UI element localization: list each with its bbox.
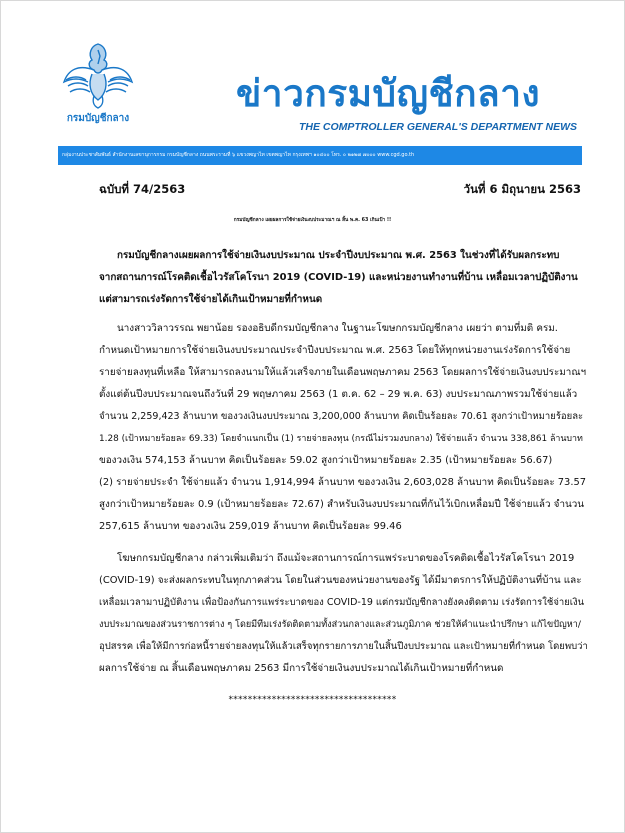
paragraph-line: เหลื่อมเวลามาปฏิบัติงาน เพื่อป้องกันการแพร่ระบาดของ COVID-19 แต่กรมบัญชีกลางยังคงติดตาม เร่งรัดการใช้จ่ายเงิน bbox=[99, 597, 585, 608]
paragraph-line: 257,615 ล้านบาท ของวงเงิน 259,019 ล้านบาท คิดเป็นร้อยละ 99.46 bbox=[99, 521, 402, 532]
garuda-emblem-icon bbox=[58, 34, 138, 124]
logo-text: กรมบัญชีกลาง bbox=[66, 113, 130, 124]
paragraph-line: (COVID-19) จะส่งผลกระทบในทุกภาคส่วน โดยในส่วนของหน่วยงานของรัฐ ได้มีมาตรการให้ปฏิบัติงานที่บ้าน และ bbox=[99, 575, 582, 586]
paragraph-line: จำนวน 2,259,423 ล้านบาท ของวงเงินงบประมาณ 3,200,000 ล้านบาท คิดเป็นร้อยละ 70.61 สูงกว่าเป้าหมายร้อยละ bbox=[99, 411, 584, 422]
paragraph-line: สูงกว่าเป้าหมายร้อยละ 0.9 (เป้าหมายร้อยละ 72.67) สำหรับเงินงบประมาณที่กันไว้เบิกเหลื่อมปี ใช้จ่ายแล้ว จำนวน bbox=[99, 499, 585, 510]
body-paragraph-1 bbox=[99, 318, 591, 538]
paragraph-line: ของวงเงิน 574,153 ล้านบาท คิดเป็นร้อยละ 59.02 สูงกว่าเป้าหมายร้อยละ 2.35 (เป้าหมายร้อยละ 56.67) bbox=[99, 455, 553, 466]
paragraph-line: อุปสรรค เพื่อให้มีการก่อหนี้รายจ่ายลงทุนให้แล้วเสร็จทุกรายการภายในสิ้นปีงบประมาณ และเป้าหมายที่กำหนด โดยพบว่า bbox=[99, 641, 588, 652]
paragraph-line: แต่สามารถเร่งรัดการใช้จ่ายได้เกินเป้าหมายที่กำหนด bbox=[99, 294, 323, 305]
separator-stars: *********************************** bbox=[228, 695, 397, 705]
paragraph-line: โฆษกกรมบัญชีกลาง กล่าวเพิ่มเติมว่า ถึงแม้จะสถานการณ์การแพร่ระบาดของโรคติดเชื้อไวรัสโคโรนา 2019 bbox=[117, 553, 575, 564]
paragraph-line: นางสาววิลาวรรณ พยาน้อย รองอธิบดีกรมบัญชีกลาง ในฐานะโฆษกกรมบัญชีกลาง เผยว่า ตามที่มติ ครม. bbox=[117, 323, 558, 334]
paragraph-line: งบประมาณของส่วนราชการต่าง ๆ โดยมีทีมเร่งรัดติดตามทั้งส่วนกลางและส่วนภูมิภาค ช่วยให้คำแนะนำปรึกษา แก้ไขปัญหา/ bbox=[99, 620, 581, 630]
paragraph-line: ตั้งแต่ต้นปีงบประมาณจนถึงวันที่ 29 พฤษภาคม 2563 (1 ต.ค. 62 – 29 พ.ค. 63) งบประมาณภาพรวมใช้จ่ายแล้ว bbox=[99, 389, 578, 400]
paragraph-line: จากสถานการณ์โรคติดเชื้อไวรัสโคโรนา 2019 (COVID-19) และหน่วยงานทำงานที่บ้าน เหลื่อมเวลาปฏิบัติงาน bbox=[99, 272, 578, 283]
paragraph-line: (2) รายจ่ายประจำ ใช้จ่ายแล้ว จำนวน 1,914,994 ล้านบาท ของวงเงิน 2,603,028 ล้านบาท คิดเป็นร้อยละ 73.57 bbox=[99, 477, 587, 488]
paragraph-line: 1.28 (เป้าหมายร้อยละ 69.33) โดยจำแนกเป็น (1) รายจ่ายลงทุน (กรณีไม่รวมงบกลาง) ใช้จ่ายแล้ว จำนวน 338,861 ล้านบาท bbox=[99, 434, 583, 444]
contact-bar: กลุ่มงานประชาสัมพันธ์ สำนักงานเลขานุการกรม กรมบัญชีกลาง ถนนพระรามที่ ๖ แขวงพญาไท เขตพญาไท กรุงเทพฯ ๑๐๔๐๐ โทร. ๐ ๒๑๒๗ ๗๐๐๐ www.cgd.go.th bbox=[58, 146, 582, 165]
newsletter-subtitle: THE COMPTROLLER GENERAL'S DEPARTMENT NEWS bbox=[298, 121, 577, 133]
newsletter-title: ข่าวกรมบัญชีกลาง bbox=[236, 72, 541, 115]
paragraph-line: ผลการใช้จ่าย ณ สิ้นเดือนพฤษภาคม 2563 มีการใช้จ่ายเงินงบประมาณได้เกินเป้าหมายที่กำหนด bbox=[99, 663, 504, 674]
paragraph-line: รายจ่ายลงทุนที่เหลือ ให้สามารถลงนามให้แล้วเสร็จภายในเดือนพฤษภาคม 2563 โดยผลการใช้จ่ายเงินงบประมาณฯ bbox=[99, 367, 587, 378]
body-paragraph-2 bbox=[99, 548, 591, 680]
lead-paragraph bbox=[99, 245, 591, 311]
paragraph-line: กำหนดเป้าหมายการใช้จ่ายเงินงบประมาณประจำปีงบประมาณ พ.ศ. 2563 โดยให้ทุกหน่วยงานเร่งรัดการใช้จ่าย bbox=[99, 345, 571, 356]
issue-number: ฉบับที่ 74/2563 bbox=[99, 182, 186, 196]
paragraph-line: กรมบัญชีกลางเผยผลการใช้จ่ายเงินงบประมาณ ประจำปีงบประมาณ พ.ศ. 2563 ในช่วงที่ได้รับผลกระทบ bbox=[117, 250, 560, 261]
issue-date: วันที่ 6 มิถุนายน 2563 bbox=[463, 182, 581, 196]
headline: กรมบัญชีกลาง เผยผลการใช้จ่ายเงินงบประมาณฯ ณ สิ้น พ.ค. 63 เกินเป้า !! bbox=[233, 218, 392, 223]
